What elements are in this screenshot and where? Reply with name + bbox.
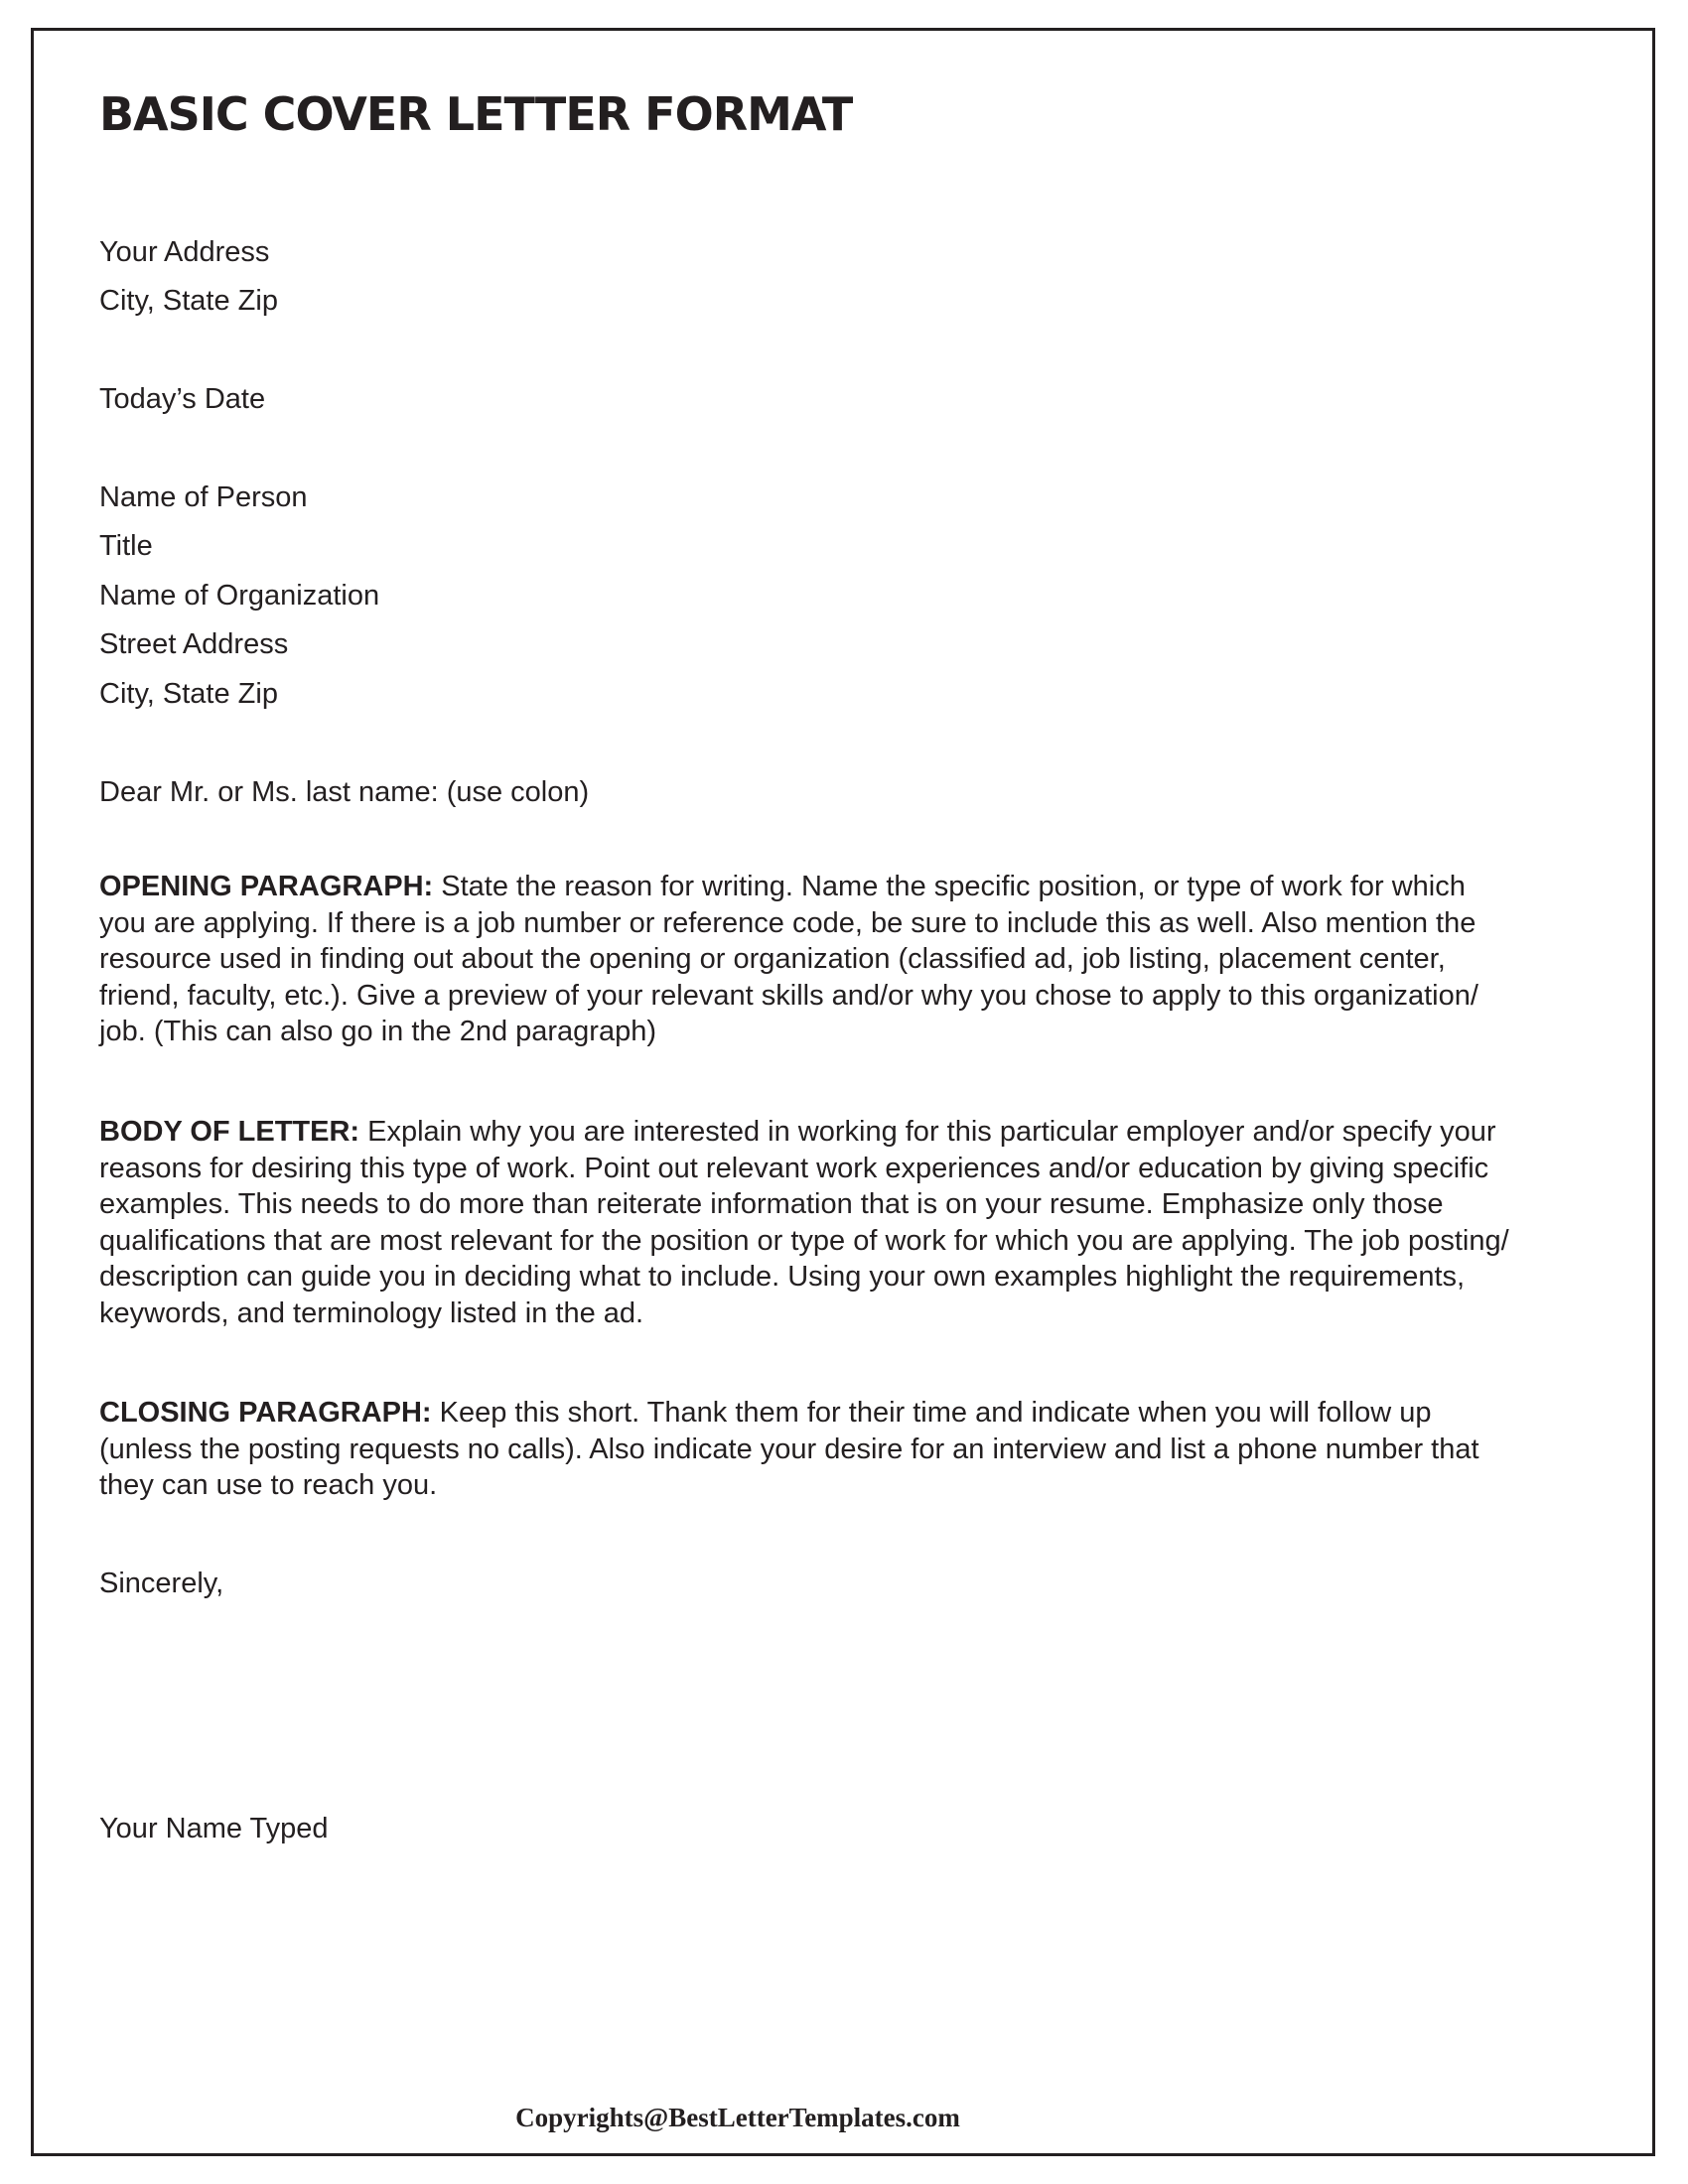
paragraph-line: description can guide you in deciding what to include. Using your own examples highlight the requirements, bbox=[99, 1261, 1466, 1294]
recipient-title: Title bbox=[99, 530, 153, 562]
document-title: BASIC COVER LETTER FORMAT bbox=[99, 87, 853, 141]
body-paragraph bbox=[99, 1114, 1609, 1332]
paragraph-line: (unless the posting requests no calls). Also indicate your desire for an interview and list a phone number that bbox=[99, 1433, 1479, 1465]
letter-date: Today’s Date bbox=[99, 383, 266, 415]
closing-paragraph bbox=[99, 1395, 1609, 1504]
paragraph-line: job. (This can also go in the 2nd paragraph) bbox=[99, 1016, 657, 1048]
sender-city-state-zip: City, State Zip bbox=[99, 285, 278, 317]
sender-address: Your Address bbox=[99, 236, 270, 268]
paragraph-line: reasons for desiring this type of work. Point out relevant work experiences and/or education by giving specific bbox=[99, 1152, 1489, 1184]
paragraph-line: they can use to reach you. bbox=[99, 1469, 438, 1502]
closing-paragraph-heading: CLOSING PARAGRAPH: bbox=[99, 1397, 432, 1429]
recipient-organization: Name of Organization bbox=[99, 580, 380, 612]
paragraph-line: keywords, and terminology listed in the ad. bbox=[99, 1297, 644, 1329]
recipient-city-state-zip: City, State Zip bbox=[99, 678, 278, 710]
salutation: Dear Mr. or Ms. last name: (use colon) bbox=[99, 776, 590, 808]
recipient-street: Street Address bbox=[99, 628, 289, 660]
paragraph-line: qualifications that are most relevant for the position or type of work for which you are applying. The job posting/ bbox=[99, 1224, 1509, 1257]
copyright-footer: Copyrights@BestLetterTemplates.com bbox=[515, 2103, 960, 2132]
paragraph-line: State the reason for writing. Name the specific position, or type of work for which bbox=[441, 871, 1466, 902]
recipient-name: Name of Person bbox=[99, 481, 308, 513]
paragraph-line: examples. This needs to do more than reiterate information that is on your resume. Emphasize only those bbox=[99, 1188, 1444, 1221]
paragraph-line: friend, faculty, etc.). Give a preview of your relevant skills and/or why you chose to apply to this organization/ bbox=[99, 979, 1478, 1012]
paragraph-line: you are applying. If there is a job number or reference code, be sure to include this as well. Also mention the bbox=[99, 906, 1477, 939]
paragraph-line: Explain why you are interested in working for this particular employer and/or specify your bbox=[367, 1116, 1496, 1148]
signature-name: Your Name Typed bbox=[99, 1813, 329, 1844]
paragraph-line: Keep this short. Thank them for their time and indicate when you will follow up bbox=[439, 1397, 1432, 1429]
body-paragraph-heading: BODY OF LETTER: bbox=[99, 1116, 360, 1148]
opening-paragraph bbox=[99, 869, 1609, 1050]
complimentary-close: Sincerely, bbox=[99, 1568, 224, 1599]
opening-paragraph-heading: OPENING PARAGRAPH: bbox=[99, 871, 434, 902]
paragraph-line: resource used in finding out about the opening or organization (classified ad, job listing, placement center, bbox=[99, 943, 1446, 976]
